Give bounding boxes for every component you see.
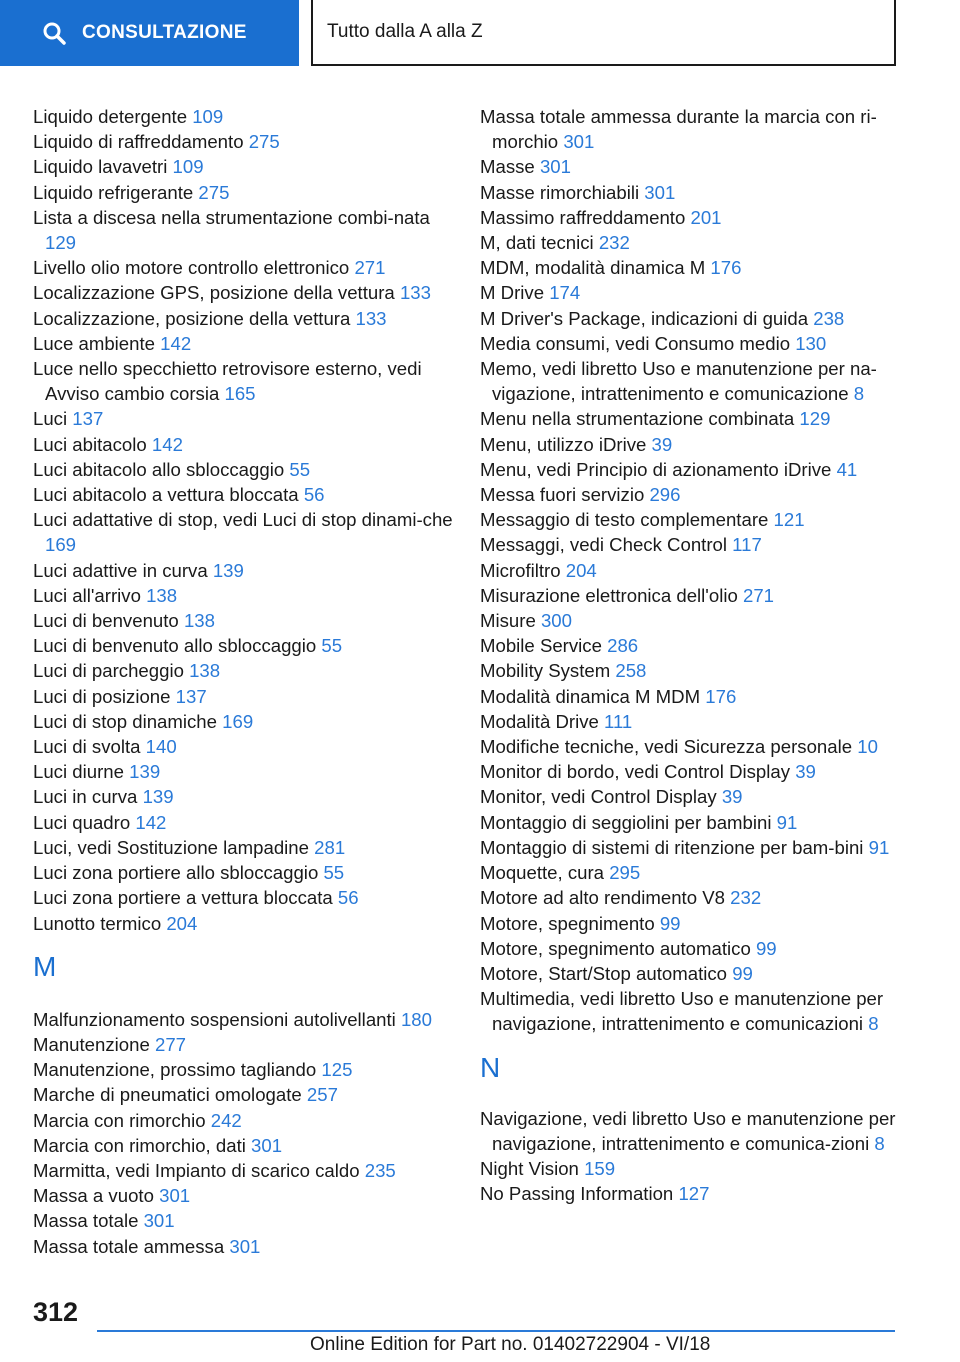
index-entry (33, 154, 453, 179)
index-entry (480, 306, 900, 331)
page-link[interactable]: 133 (399, 282, 431, 304)
page-link[interactable]: 41 (836, 458, 858, 480)
page-link[interactable]: 137 (175, 685, 207, 707)
entry-text: Microfiltro (480, 559, 561, 581)
index-entry (33, 1057, 453, 1082)
page-link[interactable]: 301 (159, 1185, 191, 1207)
entry-text: Monitor, vedi Control Display (480, 786, 717, 808)
entry-text: Luci zona portiere a vettura bloccata (33, 887, 333, 909)
page-link[interactable]: 139 (142, 786, 174, 808)
page-link[interactable]: 39 (651, 433, 673, 455)
page-link[interactable]: 129 (799, 408, 831, 430)
entry-text: Luci adattive in curva (33, 559, 208, 581)
entry-text: Localizzazione, posizione della vettura (33, 307, 351, 329)
index-entry (33, 1133, 453, 1158)
entry-text: Marcia con rimorchio (33, 1109, 206, 1131)
index-entry (33, 860, 453, 885)
page-link[interactable]: 201 (690, 206, 722, 228)
index-entry (480, 1106, 900, 1156)
index-entry (480, 608, 900, 633)
index-entry (480, 532, 900, 557)
page-link[interactable]: 56 (303, 484, 325, 506)
entry-text: Luci di benvenuto allo sbloccaggio (33, 635, 317, 657)
page-link[interactable]: 39 (795, 761, 816, 783)
page-link[interactable]: 301 (229, 1235, 261, 1257)
entry-text: Moquette, cura (480, 862, 605, 884)
entry-text: Luci quadro (33, 811, 131, 833)
consultazione-tab[interactable] (0, 0, 299, 66)
index-entry (33, 709, 453, 734)
entry-text: Luci in curva (33, 786, 138, 808)
entry-text: Memo, vedi libretto Uso e manutenzione per na-vigazione, intrattenimento e comunicazione (480, 358, 877, 405)
entry-text: Messaggi, vedi Check Control (480, 534, 727, 556)
entry-text: Luci di svolta (33, 736, 141, 758)
entry-text: Luci (33, 408, 68, 430)
footer-divider (97, 1330, 895, 1332)
entry-text: No Passing Information (480, 1183, 674, 1205)
page-link[interactable]: 139 (212, 559, 244, 581)
entry-text: Marmitta, vedi Impianto di scarico caldo (33, 1159, 360, 1181)
index-entry (480, 104, 900, 154)
index-entry (480, 154, 900, 179)
page-link[interactable]: 180 (400, 1008, 432, 1030)
index-entry (33, 759, 453, 784)
entry-text: Livello olio motore controllo elettronico (33, 257, 350, 279)
entry-text: Menu, vedi Principio di azionamento iDrive (480, 458, 832, 480)
page-link[interactable]: 296 (649, 484, 681, 506)
index-entry (480, 986, 900, 1036)
edition-text: Online Edition for Part no. 01402722904 - VI/18 (310, 1334, 711, 1355)
index-entry (33, 331, 453, 356)
entry-text: Luci adattative di stop, vedi Luci di stop dinami-che (33, 509, 453, 531)
index-entry (480, 205, 900, 230)
page-header (0, 0, 960, 66)
page-link[interactable]: 117 (732, 534, 762, 556)
page-link[interactable]: 142 (135, 811, 167, 833)
index-entry (33, 129, 453, 154)
page-link[interactable]: 235 (364, 1159, 396, 1181)
index-entry (480, 885, 900, 910)
index-entry (480, 280, 900, 305)
section-title-text: Tutto dalla A alla Z (327, 21, 483, 42)
index-entry (480, 961, 900, 986)
page-link[interactable]: 8 (868, 1013, 879, 1035)
index-group-m (33, 1007, 453, 1259)
index-entry (480, 684, 900, 709)
page-link[interactable]: 301 (539, 156, 571, 178)
entry-text: Luce nello specchietto retrovisore esterno, vedi Avviso cambio corsia (33, 358, 422, 405)
index-entry (33, 1007, 453, 1032)
index-entry (33, 280, 453, 305)
entry-text: Luci abitacolo a vettura bloccata (33, 484, 299, 506)
index-entry (480, 180, 900, 205)
entry-text: Menu, utilizzo iDrive (480, 433, 647, 455)
entry-text: Motore, spegnimento automatico (480, 937, 751, 959)
entry-text: Night Vision (480, 1157, 579, 1179)
page-link[interactable]: 125 (321, 1059, 353, 1081)
entry-text: MDM, modalità dinamica M (480, 257, 706, 279)
index-entry (480, 432, 900, 457)
index-entry (480, 583, 900, 608)
index-entry (33, 835, 453, 860)
index-column-left (33, 104, 453, 1259)
index-entry (33, 205, 453, 255)
index-entry (33, 734, 453, 759)
page-link[interactable]: 242 (210, 1109, 242, 1131)
page-link[interactable]: 165 (224, 383, 256, 405)
page-link[interactable]: 277 (154, 1033, 187, 1055)
page-link[interactable]: 295 (609, 862, 641, 884)
page-link[interactable]: 138 (189, 660, 221, 682)
page-link[interactable]: 232 (730, 887, 762, 909)
entry-text: Media consumi, vedi Consumo medio (480, 332, 791, 354)
index-letter-n: N (480, 1051, 501, 1083)
entry-text: Mobile Service (480, 635, 602, 657)
entry-text: Monitor di bordo, vedi Control Display (480, 761, 791, 783)
page-link[interactable]: 55 (289, 458, 311, 480)
index-entry (33, 885, 453, 910)
index-entry (33, 482, 453, 507)
index-entry (480, 482, 900, 507)
page-link[interactable]: 10 (857, 736, 878, 758)
consultazione-label: CONSULTAZIONE (82, 22, 247, 43)
index-entry (33, 633, 453, 658)
page-link[interactable]: 91 (776, 811, 798, 833)
index-entry (480, 230, 900, 255)
index-entry (33, 1234, 453, 1259)
entry-text: Masse (480, 156, 535, 178)
index-entry (33, 507, 453, 557)
page-link[interactable]: 204 (565, 559, 597, 581)
index-entry (480, 658, 900, 683)
entry-text: Liquido lavavetri (33, 156, 168, 178)
entry-text: M, dati tecnici (480, 232, 594, 254)
index-entry (480, 331, 900, 356)
page-link[interactable]: 8 (853, 383, 865, 405)
index-entry (33, 432, 453, 457)
section-title (311, 0, 896, 66)
index-entry (480, 1181, 900, 1206)
entry-text: Liquido refrigerante (33, 181, 194, 203)
entry-text: Massa a vuoto (33, 1185, 154, 1207)
index-entry (480, 860, 900, 885)
entry-text: Multimedia, vedi libretto Uso e manutenzione per navigazione, intrattenimento e comunicazioni (480, 988, 884, 1035)
index-group-n (480, 1106, 900, 1207)
page-link[interactable]: 142 (160, 332, 192, 354)
entry-text: Luci abitacolo (33, 433, 147, 455)
index-entry (33, 356, 453, 406)
index-entry (33, 1082, 453, 1107)
page-link[interactable]: 275 (198, 181, 230, 203)
page-link[interactable]: 281 (314, 836, 346, 858)
index-entry (480, 255, 900, 280)
page-link[interactable]: 271 (354, 257, 386, 279)
index-entry (480, 835, 900, 860)
entry-text: Messa fuori servizio (480, 484, 645, 506)
page-link[interactable]: 301 (644, 181, 676, 203)
entry-text: Masse rimorchiabili (480, 181, 640, 203)
index-entry (33, 406, 453, 431)
page-link[interactable]: 55 (323, 862, 345, 884)
page-link[interactable]: 56 (337, 887, 359, 909)
entry-text: Massa totale ammessa (33, 1235, 225, 1257)
page-link[interactable]: 271 (742, 584, 775, 606)
index-entry (480, 759, 900, 784)
page-link[interactable]: 109 (192, 106, 224, 127)
page-link[interactable]: 300 (540, 610, 572, 632)
page-link[interactable]: 174 (549, 282, 581, 304)
page-link[interactable]: 138 (146, 584, 178, 606)
index-entry (33, 684, 453, 709)
index-entry (33, 1032, 453, 1057)
index-entry (480, 507, 900, 532)
page-link[interactable]: 130 (795, 332, 827, 354)
entry-text: Massimo raffreddamento (480, 206, 686, 228)
index-entry (33, 255, 453, 280)
entry-text: Luci di parcheggio (33, 660, 184, 682)
page-link[interactable]: 275 (248, 131, 280, 153)
page-link[interactable]: 257 (306, 1084, 338, 1106)
index-entry (33, 608, 453, 633)
page-link[interactable]: 238 (813, 307, 845, 329)
entry-text: M Driver's Package, indicazioni di guida (480, 307, 809, 329)
entry-text: Manutenzione (33, 1033, 150, 1055)
search-icon (42, 21, 66, 45)
index-entry (480, 911, 900, 936)
entry-text: Marche di pneumatici omologate (33, 1084, 302, 1106)
entry-text: Menu nella strumentazione combinata (480, 408, 795, 430)
entry-text: Motore, Start/Stop automatico (480, 962, 728, 984)
page-link[interactable]: 140 (145, 736, 177, 758)
page-link[interactable]: 99 (732, 962, 753, 984)
index-entry (33, 1158, 453, 1183)
entry-text: Luci di benvenuto (33, 610, 179, 632)
entry-text: Manutenzione, prossimo tagliando (33, 1059, 317, 1081)
page-link[interactable]: 301 (143, 1210, 175, 1232)
index-entry (33, 306, 453, 331)
entry-text: Massa totale (33, 1210, 139, 1232)
entry-text: Luce ambiente (33, 332, 155, 354)
page-link[interactable]: 91 (868, 836, 890, 858)
page-link[interactable]: 176 (705, 685, 737, 707)
page-number: 312 (33, 1297, 79, 1327)
entry-text: Mobility System (480, 660, 611, 682)
page-link[interactable]: 99 (659, 912, 681, 934)
page-link[interactable]: 138 (183, 610, 215, 632)
entry-text: M Drive (480, 282, 545, 304)
page-link[interactable]: 301 (563, 131, 595, 153)
index-entry (33, 104, 453, 129)
page-link[interactable]: 8 (874, 1132, 885, 1154)
index-entry (33, 180, 453, 205)
index-entry (480, 406, 900, 431)
page-link[interactable]: 121 (773, 509, 805, 531)
entry-text: Motore, spegnimento (480, 912, 655, 934)
entry-text: Modalità dinamica M MDM (480, 685, 701, 707)
index-entry (33, 784, 453, 809)
entry-text: Montaggio di seggiolini per bambini (480, 811, 772, 833)
page-link[interactable]: 39 (721, 786, 743, 808)
page-link[interactable]: 129 (45, 232, 77, 254)
entry-text: Liquido di raffreddamento (33, 131, 244, 153)
index-entry (33, 558, 453, 583)
index-entry (480, 810, 900, 835)
page-link[interactable]: 109 (172, 156, 204, 178)
index-entry (480, 784, 900, 809)
entry-text: Luci zona portiere allo sbloccaggio (33, 862, 319, 884)
entry-text: Motore ad alto rendimento V8 (480, 887, 725, 909)
entry-text: Luci abitacolo allo sbloccaggio (33, 458, 285, 480)
index-letter-m: M (33, 950, 57, 982)
page-link[interactable]: 301 (251, 1134, 283, 1156)
page-link[interactable]: 204 (166, 912, 198, 934)
page-link[interactable]: 55 (321, 635, 343, 657)
page-link[interactable]: 286 (607, 635, 639, 657)
entry-text: Luci di stop dinamiche (33, 710, 217, 732)
entry-text: Misurazione elettronica dell'olio (480, 584, 738, 606)
page-link[interactable]: 176 (710, 257, 742, 279)
index-entry (480, 709, 900, 734)
page-link[interactable]: 142 (151, 433, 183, 455)
entry-text: Montaggio di sistemi di ritenzione per bam-bini (480, 836, 864, 858)
entry-text: Localizzazione GPS, posizione della vettura (33, 282, 395, 304)
entry-text: Modalità Drive (480, 710, 599, 732)
index-entry (480, 734, 900, 759)
index-entry (33, 1183, 453, 1208)
page-link[interactable]: 99 (755, 937, 777, 959)
entry-text: Luci, vedi Sostituzione lampadine (33, 836, 309, 858)
index-entry (33, 1208, 453, 1233)
index-entry (480, 558, 900, 583)
entry-text: Luci di posizione (33, 685, 171, 707)
entry-text: Navigazione, vedi libretto Uso e manutenzione per navigazione, intrattenimento e comunica-zioni (480, 1107, 896, 1154)
entry-text: Lunotto termico (33, 912, 162, 934)
index-entry (33, 810, 453, 835)
entry-text: Misure (480, 610, 536, 632)
page-link[interactable]: 127 (678, 1183, 710, 1205)
index-group-m-continued (480, 104, 900, 1037)
entry-text: Lista a discesa nella strumentazione combi-nata (33, 206, 430, 228)
entry-text: Modifiche tecniche, vedi Sicurezza personale (480, 736, 853, 758)
entry-text: Liquido detergente (33, 106, 188, 127)
index-entry (33, 911, 453, 936)
entry-text: Malfunzionamento sospensioni autolivellanti (33, 1008, 396, 1030)
entry-text: Luci all'arrivo (33, 584, 141, 606)
index-entry (480, 633, 900, 658)
page-link[interactable]: 159 (584, 1157, 616, 1179)
index-entry (33, 1108, 453, 1133)
page-link[interactable]: 133 (355, 307, 387, 329)
page-link[interactable]: 169 (222, 710, 254, 732)
entry-text: Messaggio di testo complementare (480, 509, 769, 531)
index-entry (480, 936, 900, 961)
page-link[interactable]: 169 (45, 534, 77, 556)
index-entry (33, 658, 453, 683)
entry-text: Massa totale ammessa durante la marcia con ri-morchio (480, 106, 877, 153)
index-entry (33, 583, 453, 608)
entry-text: Luci diurne (33, 761, 124, 783)
index-entry (33, 457, 453, 482)
page-link[interactable]: 137 (72, 408, 104, 430)
index-entry (480, 356, 900, 406)
page-link[interactable]: 139 (129, 761, 161, 783)
index-group-l (33, 104, 453, 936)
index-entry (480, 457, 900, 482)
page-link[interactable]: 111 (604, 710, 633, 732)
index-column-right (480, 104, 900, 1206)
page-link[interactable]: 232 (598, 232, 630, 254)
index-entry (480, 1156, 900, 1181)
page-link[interactable]: 258 (615, 660, 647, 682)
entry-text: Marcia con rimorchio, dati (33, 1134, 246, 1156)
